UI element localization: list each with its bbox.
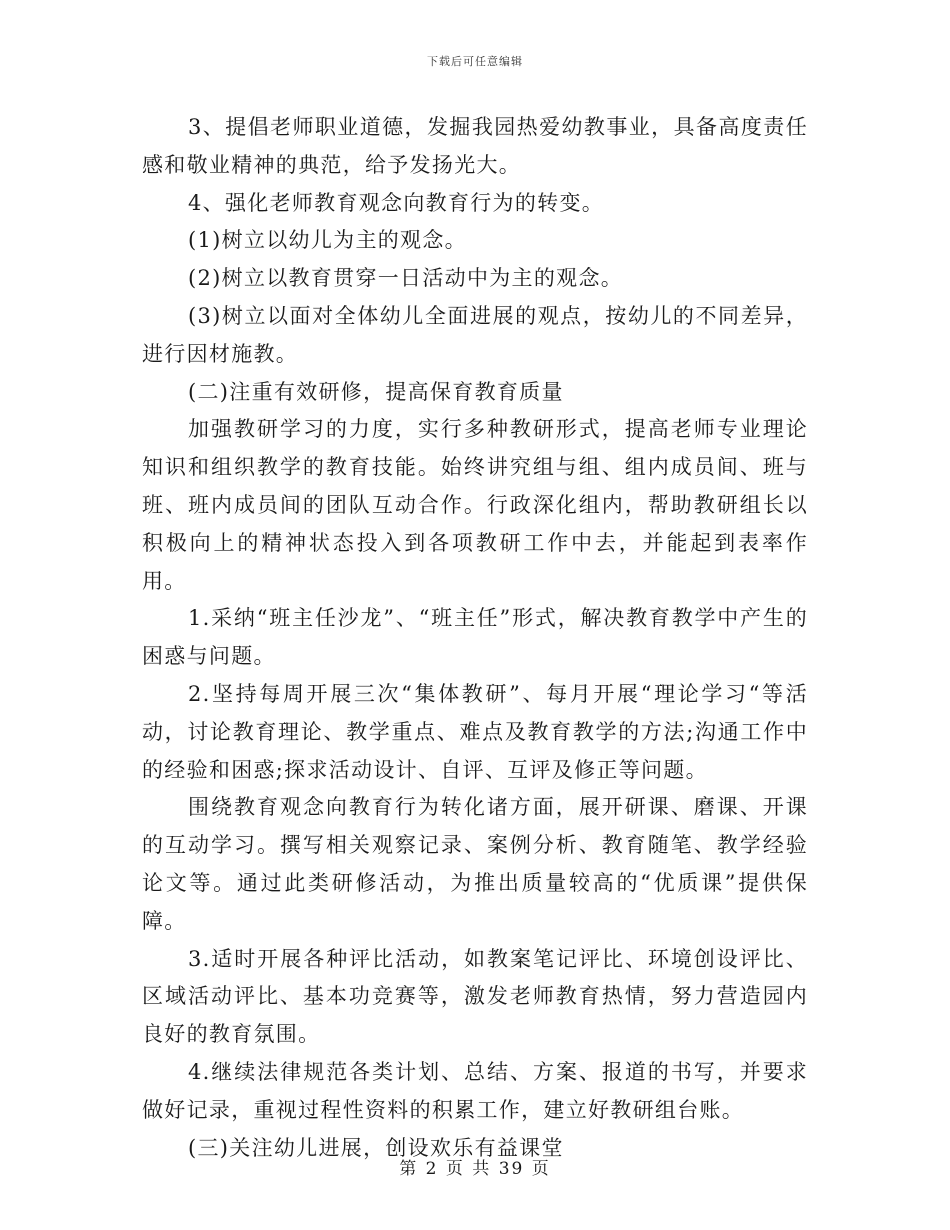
- paragraph-subitem-3: (3)树立以面对全体幼儿全面进展的观点，按幼儿的不同差异，进行因材施教。: [142, 303, 808, 366]
- document-body: [142, 109, 808, 1167]
- paragraph-subitem-1: (1)树立以幼儿为主的观念。: [188, 228, 467, 253]
- paragraph-research-detail: 围绕教育观念向教育行为转化诸方面，展开研课、磨课、开课的互动学习。撰写相关观察记录、案例分析、教育随笔、教学经验论文等。通过此类研修活动，为推出质量较高的“优质课”提供保障。: [142, 795, 808, 933]
- paragraph-research-4: 4.继续法律规范各类计划、总结、方案、报道的书写，并要求做好记录，重视过程性资料的积累工作，建立好教研组台账。: [142, 1059, 808, 1122]
- paragraph-item-4: 4、强化老师教育观念向教育行为的转变。: [188, 190, 605, 215]
- paragraph-research-2: 2.坚持每周开展三次“集体教研”、每月开展“理论学习“等活动，讨论教育理论、教学重点、难点及教育教学的方法;沟通工作中的经验和困惑;探求活动设计、自评、互评及修正等问题。: [142, 681, 808, 782]
- paragraph-research-3: 3.适时开展各种评比活动，如教案笔记评比、环境创设评比、区域活动评比、基本功竞赛等，激发老师教育热情，努力营造园内良好的教育氛围。: [142, 946, 808, 1047]
- section-heading-3: (三)关注幼儿进展，创设欢乐有益课堂: [188, 1135, 564, 1160]
- paragraph-research-intro: 加强教研学习的力度，实行多种教研形式，提高老师专业理论知识和组织教学的教育技能。始终讲究组与组、组内成员间、班与班、班内成员间的团队互动合作。行政深化组内，帮助教研组长以积极向上的精神状态投入到各项教研工作中去，并能起到表率作用。: [142, 417, 808, 593]
- paragraph-research-1: 1.采纳“班主任沙龙”、“班主任”形式，解决教育教学中产生的困惑与问题。: [142, 606, 808, 669]
- paragraph-item-3: 3、提倡老师职业道德，发掘我园热爱幼教事业，具备高度责任感和敬业精神的典范，给予发扬光大。: [142, 115, 808, 177]
- paragraph-subitem-2: (2)树立以教育贯穿一日活动中为主的观念。: [188, 266, 624, 291]
- page-header: 下载后可任意编辑: [427, 55, 523, 68]
- page-footer: 第 2 页 共 39 页: [399, 1159, 551, 1179]
- section-heading-2: (二)注重有效研修，提高保育教育质量: [188, 379, 564, 404]
